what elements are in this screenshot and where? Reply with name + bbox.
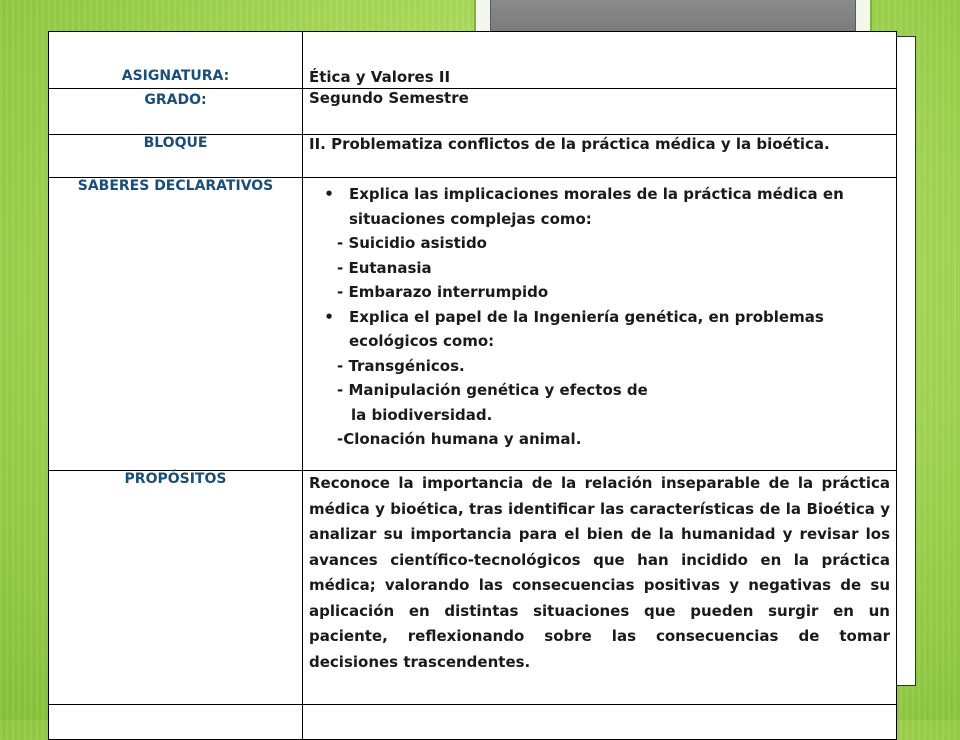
- grado-label: GRADO:: [49, 89, 303, 135]
- bloque-label: BLOQUE: [49, 135, 303, 178]
- saberes-bullet-1-text: Explica las implicaciones morales de la práctica médica en situaciones complejas como:: [349, 185, 844, 228]
- saberes-subitem: - Embarazo interrumpido: [337, 283, 549, 301]
- saberes-content: [303, 178, 897, 471]
- propositos-label: PROPÓSITOS: [49, 471, 303, 705]
- saberes-bullet-1: [309, 182, 890, 231]
- saberes-bullet-2-text: Explica el papel de la Ingeniería genética, en problemas ecológicos como:: [349, 307, 824, 350]
- table-row-propositos: [49, 471, 897, 705]
- table-row-bloque: [49, 135, 897, 178]
- propositos-value: Reconoce la importancia de la relación inseparable de la práctica médica y bioética, tras identificar las características de la Bioética y analizar su importancia para el bien de la humanidad y revisar los avances científico-tecnológicos que han incidido en la práctica médica; valorando las consecuencias positivas y negativas de su aplicación en distintas situaciones que pueden surgir en un paciente, reflexionando sobre las consecuencias de tomar decisiones trascendentes.: [303, 471, 897, 705]
- table-row-asignatura: [49, 32, 897, 89]
- saberes-subitem: - Suicidio asistido: [337, 234, 487, 252]
- asignatura-value: Ética y Valores II: [303, 32, 897, 89]
- table-row-saberes: [49, 178, 897, 471]
- saberes-subitem: - Transgénicos.: [337, 356, 465, 375]
- saberes-bullet-2: [309, 305, 890, 354]
- saberes-subitem: - Manipulación genética y efectos de: [337, 381, 648, 399]
- saberes-subitem: -Clonación humana y animal.: [337, 430, 582, 448]
- subject-info-table: [48, 31, 897, 740]
- bullet-icon: •: [324, 185, 334, 203]
- empty-cell: [49, 705, 303, 740]
- bloque-value: II. Problematiza conflictos de la práctica médica y la bioética.: [303, 135, 897, 178]
- table-row-grado: [49, 89, 897, 135]
- empty-cell: [303, 705, 897, 740]
- asignatura-label: ASIGNATURA:: [49, 32, 303, 89]
- grado-value: Segundo Semestre: [303, 89, 897, 135]
- table-row-empty: [49, 705, 897, 740]
- saberes-label: SABERES DECLARATIVOS: [49, 178, 303, 471]
- bullet-icon: •: [324, 307, 334, 326]
- saberes-subitem: - Eutanasia: [337, 258, 432, 277]
- saberes-subitem: la biodiversidad.: [351, 405, 493, 424]
